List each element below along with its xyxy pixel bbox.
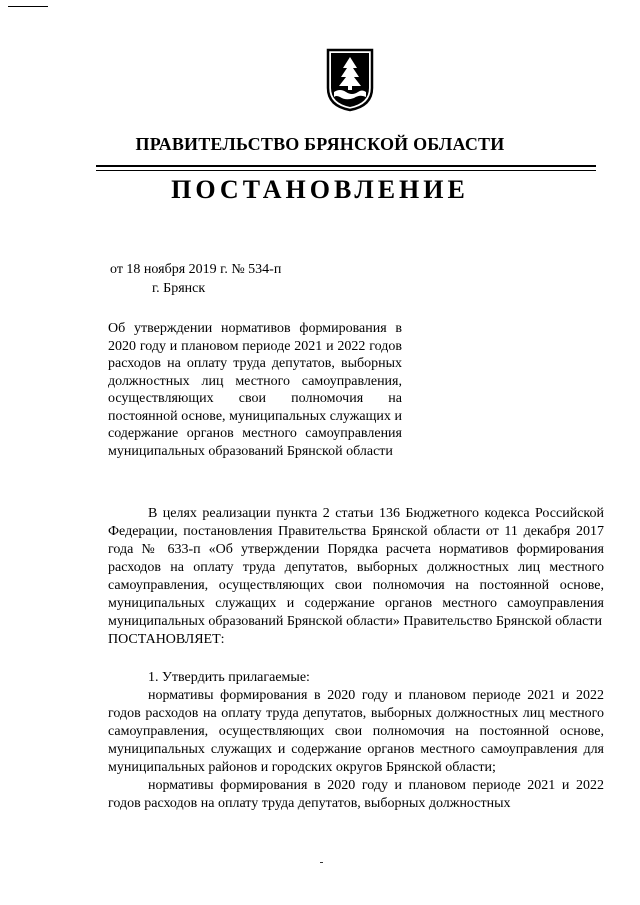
- header-rule-thick: [96, 165, 596, 167]
- scan-corner-mark: [8, 6, 48, 7]
- item-1-heading: 1. Утвердить прилагаемые:: [148, 670, 310, 685]
- bryansk-coat-of-arms-icon: [326, 48, 374, 112]
- document-type-title: ПОСТАНОВЛЕНИЕ: [171, 175, 469, 204]
- scan-mark: [320, 862, 323, 863]
- document-city: г. Брянск: [152, 281, 206, 296]
- norm-paragraph-2: нормативы формирования в 2020 году и плановом периоде 2021 и 2022 годов расходов на оплату труда депутатов, выборных должностных: [108, 778, 604, 811]
- preamble-paragraph: В целях реализации пункта 2 статьи 136 Бюджетного кодекса Российской Федерации, постановления Правительства Брянской области от 11 декабря 2017 года № 633-п «Об утверждении Порядка расчета нормативов формирования расходов на оплату труда депутатов, выборных должностных лиц местного самоуправления, осуществляющих свои полномочия на постоянной основе, муниципальных служащих и содержание органов местного самоуправления муниципальных образований Брянской области» Правительство Брянской области: [108, 506, 604, 629]
- document-date-number: от 18 ноября 2019 г. № 534-п: [110, 262, 282, 277]
- norm-paragraph-1: нормативы формирования в 2020 году и плановом периоде 2021 и 2022 годов расходов на оплату труда депутатов, выборных должностных лиц местного самоуправления, осуществляющих свои полномочия на постоянной основе, муниципальных служащих и содержание органов местного самоуправления для муниципальных районов и городских округов Брянской области;: [108, 688, 604, 775]
- document-subject: Об утверждении нормативов формирования в 2020 году и плановом периоде 2021 и 2022 годов расходов на оплату труда депутатов, выборных должностных лиц местного самоуправления, осуществляющих свои полномочия на постоянной основе, муниципальных служащих и содержание органов местного самоуправления муниципальных образований Брянской области: [108, 321, 402, 459]
- header-rule-thin: [96, 170, 596, 171]
- organization-title: ПРАВИТЕЛЬСТВО БРЯНСКОЙ ОБЛАСТИ: [135, 134, 505, 154]
- document-body: [108, 505, 604, 813]
- resolves-line: ПОСТАНОВЛЯЕТ:: [108, 632, 225, 647]
